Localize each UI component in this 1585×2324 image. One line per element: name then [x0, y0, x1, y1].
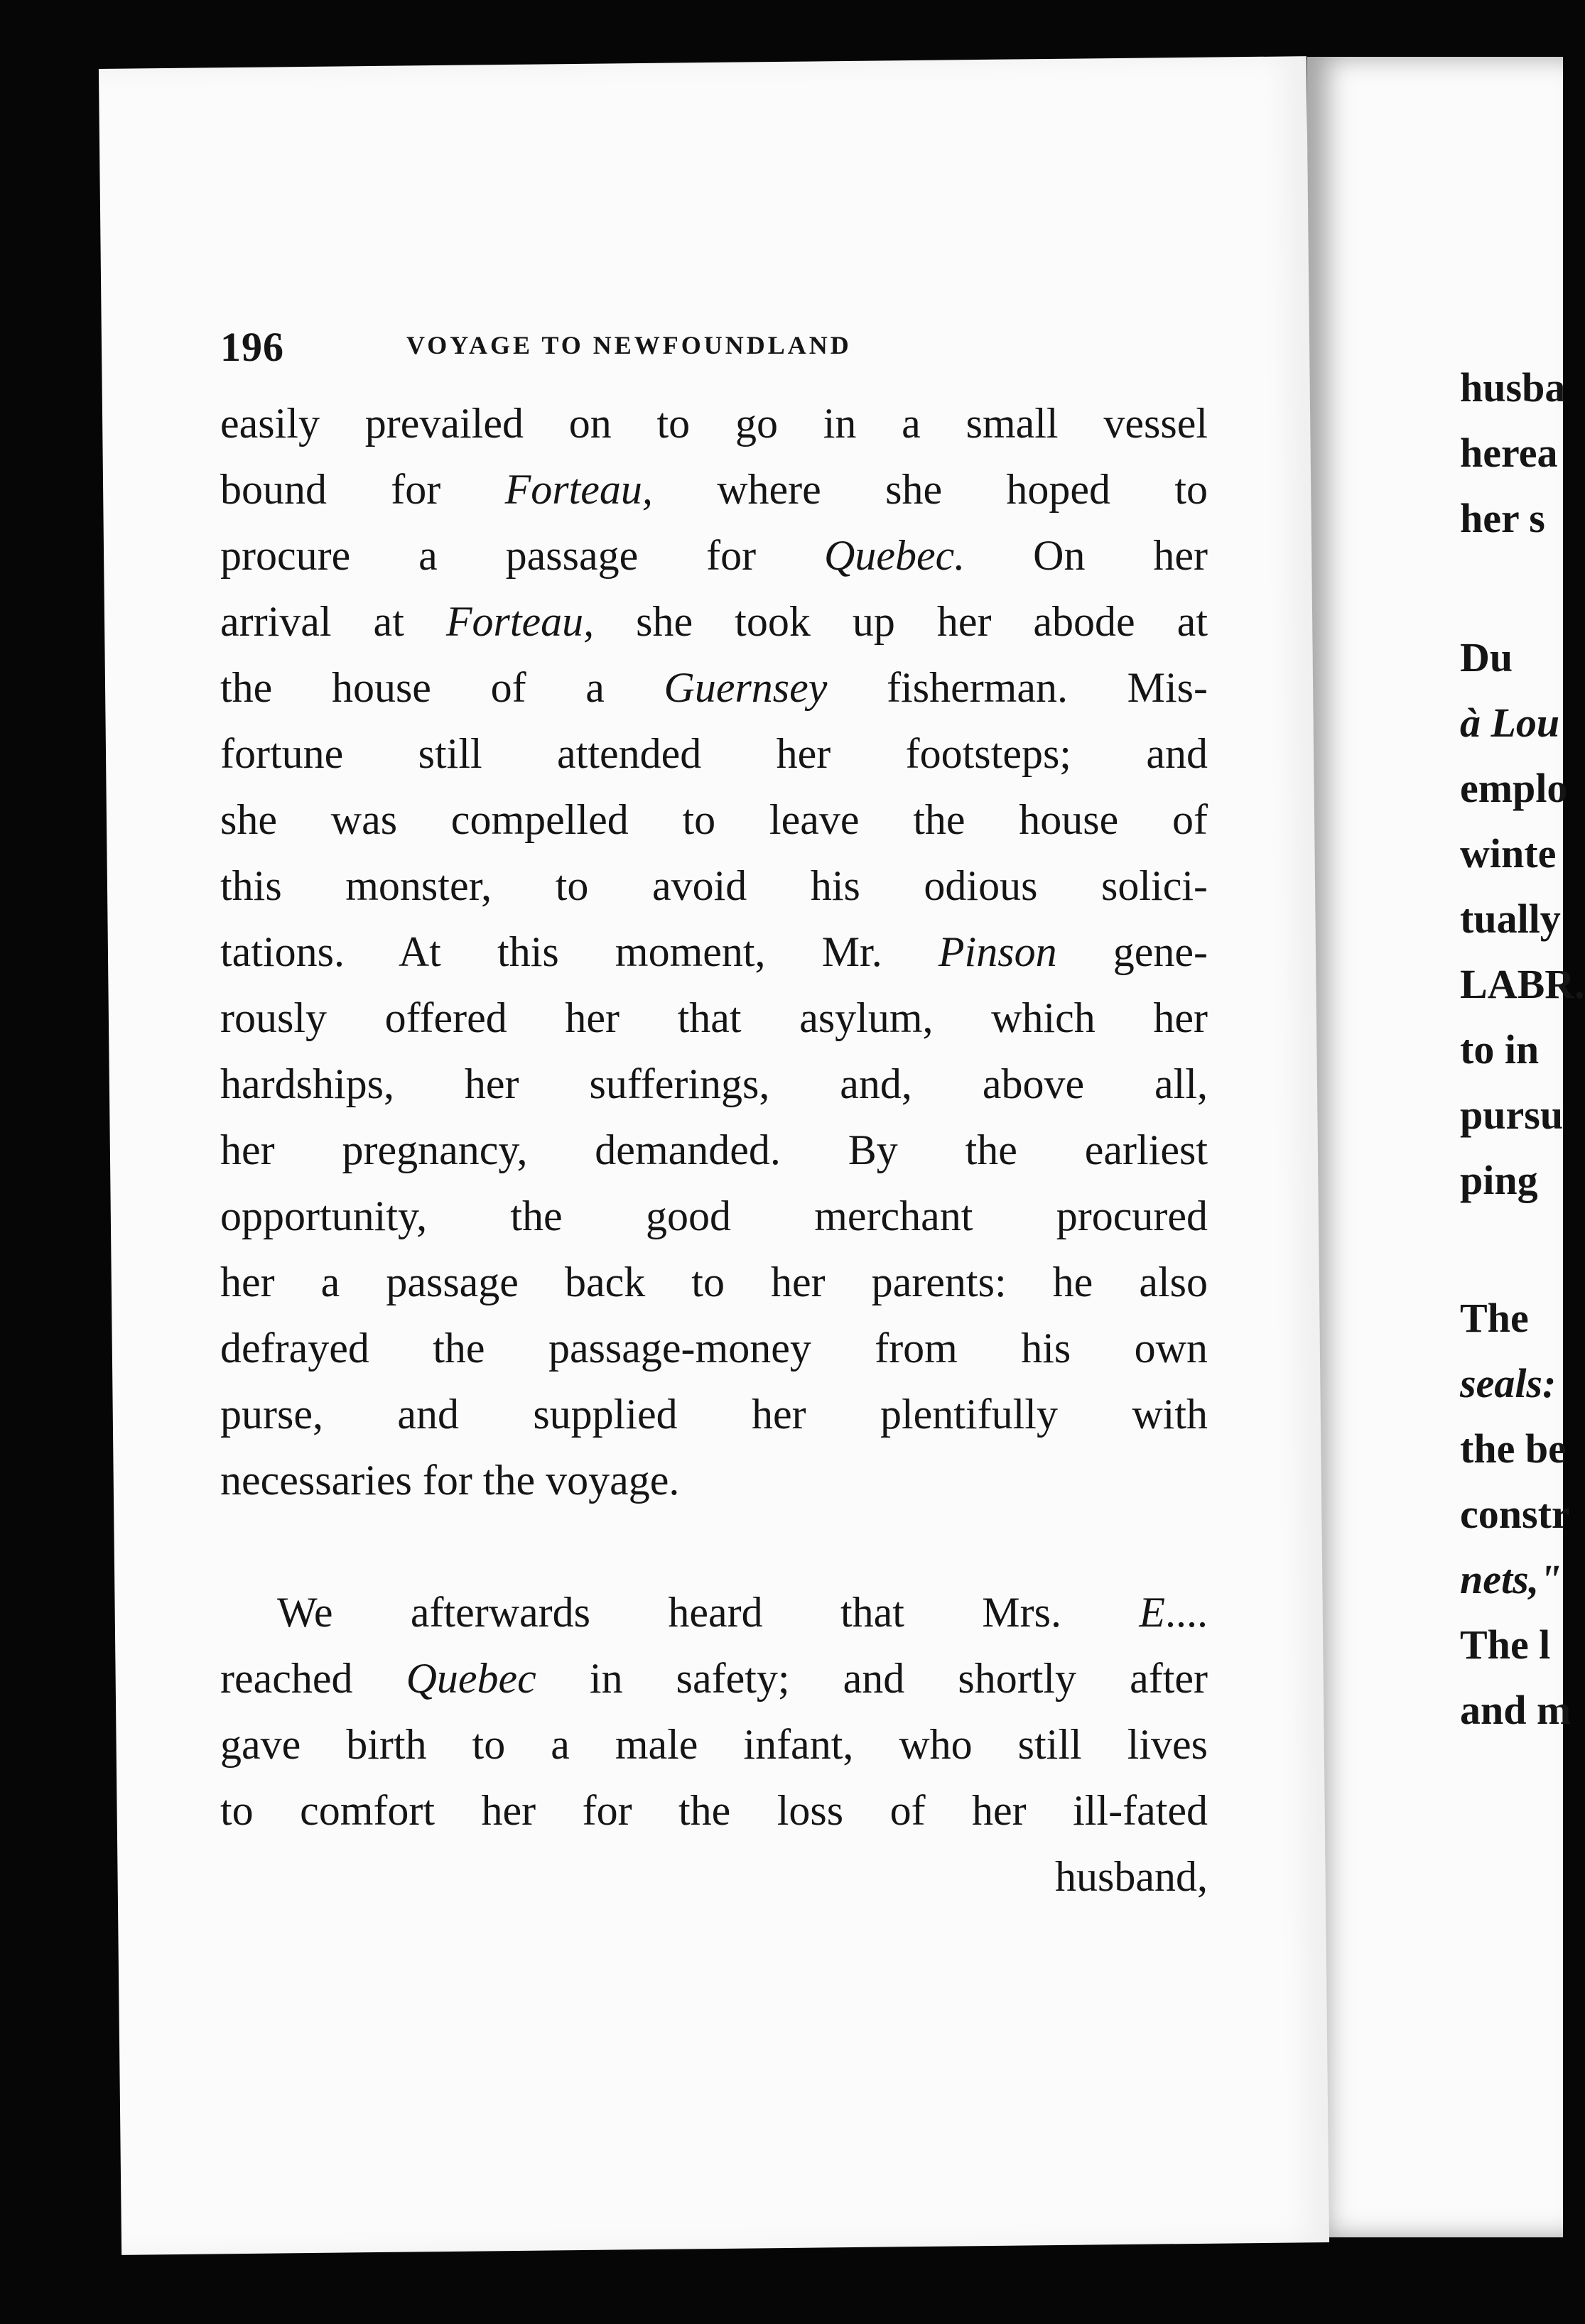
text-line: [220, 391, 1208, 457]
text-segment: procure a passage for: [220, 532, 825, 579]
facing-text-line: the be: [1460, 1426, 1567, 1472]
facing-text-line: seals:: [1460, 1360, 1557, 1406]
facing-text-line: Du: [1460, 634, 1513, 680]
page-header: [220, 323, 1002, 380]
facing-text-line: nets,": [1460, 1556, 1562, 1602]
text-line: [220, 457, 1208, 523]
text-line: [220, 1712, 1208, 1778]
facing-text-line: The l: [1460, 1622, 1551, 1668]
text-line: [220, 523, 1208, 589]
text-segment: reached: [220, 1655, 406, 1702]
italic-text: Pinson: [938, 928, 1057, 975]
text-segment: in safety; and shortly after: [536, 1655, 1208, 1702]
text-segment: fisherman. Mis-: [827, 664, 1208, 711]
facing-text-line: herea: [1460, 430, 1558, 476]
text-segment: rously offered her that asylum, which her: [220, 994, 1208, 1041]
facing-text-line: husba: [1460, 364, 1566, 411]
text-segment: On her: [965, 532, 1208, 579]
text-line: [220, 1051, 1208, 1117]
text-segment: tations. At this moment, Mr.: [220, 928, 938, 975]
text-line: [220, 721, 1208, 787]
text-line: [220, 853, 1208, 919]
page-body-text: [220, 391, 1208, 1910]
facing-text-line: pursu: [1460, 1092, 1564, 1138]
italic-text: Quebec: [406, 1655, 536, 1702]
paragraph-break: [220, 1514, 1208, 1580]
facing-text-line: tually: [1460, 896, 1561, 942]
text-line: [220, 919, 1208, 985]
text-segment: easily prevailed on to go in a small vessel: [220, 400, 1208, 447]
text-line: [220, 655, 1208, 721]
text-segment: necessaries for the voyage.: [220, 1457, 680, 1504]
facing-text-line: to in: [1460, 1026, 1540, 1073]
text-segment: her a passage back to her parents: he also: [220, 1259, 1208, 1305]
text-line: [220, 787, 1208, 853]
text-segment: arrival at: [220, 598, 446, 645]
text-segment: her pregnancy, demanded. By the earliest: [220, 1126, 1208, 1173]
facing-text-line: constr: [1460, 1491, 1570, 1537]
text-line: [220, 1646, 1208, 1712]
text-segment: husband,: [1055, 1853, 1208, 1900]
text-line: [220, 1117, 1208, 1183]
text-segment: she was compelled to leave the house of: [220, 796, 1208, 843]
text-line: [220, 589, 1208, 655]
italic-text: Quebec.: [824, 532, 965, 579]
italic-text: Guernsey: [664, 664, 828, 711]
text-segment: ....: [1165, 1589, 1208, 1636]
text-line: [220, 985, 1208, 1051]
italic-text: Forteau,: [504, 466, 653, 513]
facing-text-line: and m: [1460, 1687, 1572, 1733]
text-line: [220, 1381, 1208, 1448]
text-segment: purse, and supplied her plentifully with: [220, 1391, 1208, 1438]
facing-text-line: emplo: [1460, 765, 1568, 811]
text-segment: gave birth to a male infant, who still lives: [220, 1721, 1208, 1768]
text-line: [220, 1249, 1208, 1315]
text-segment: defrayed the passage-money from his own: [220, 1325, 1208, 1372]
text-line: [220, 1580, 1208, 1646]
text-segment: the house of a: [220, 664, 664, 711]
facing-text-line: winte: [1460, 830, 1557, 876]
text-segment: We afterwards heard that Mrs.: [277, 1589, 1140, 1636]
facing-page: [1307, 57, 1585, 2237]
text-segment: fortune still attended her footsteps; and: [220, 730, 1208, 777]
text-line: [220, 1183, 1208, 1249]
text-segment: bound for: [220, 466, 505, 513]
page-number: 196: [220, 324, 284, 370]
text-segment: this monster, to avoid his odious solici-: [220, 862, 1208, 909]
facing-text-line: ping: [1460, 1157, 1538, 1203]
italic-text: E: [1139, 1589, 1165, 1636]
text-line: [220, 1778, 1208, 1844]
facing-text-line: à Lou: [1460, 700, 1560, 746]
text-segment: gene-: [1056, 928, 1208, 975]
italic-text: Forteau,: [445, 598, 595, 645]
facing-text-line: LABR.: [1460, 961, 1585, 1007]
text-line: [220, 1315, 1208, 1381]
facing-text-line: her s: [1460, 495, 1545, 541]
text-segment: opportunity, the good merchant procured: [220, 1193, 1208, 1239]
facing-text-line: The: [1460, 1295, 1529, 1341]
text-segment: hardships, her sufferings, and, above all,: [220, 1060, 1208, 1107]
text-line: [220, 1448, 1208, 1514]
text-segment: to comfort her for the loss of her ill-fated: [220, 1787, 1208, 1834]
running-head: VOYAGE TO NEWFOUNDLAND: [406, 331, 852, 359]
text-segment: she took up her abode at: [594, 598, 1208, 645]
text-line: [220, 1844, 1208, 1910]
text-segment: where she hoped to: [652, 466, 1208, 513]
